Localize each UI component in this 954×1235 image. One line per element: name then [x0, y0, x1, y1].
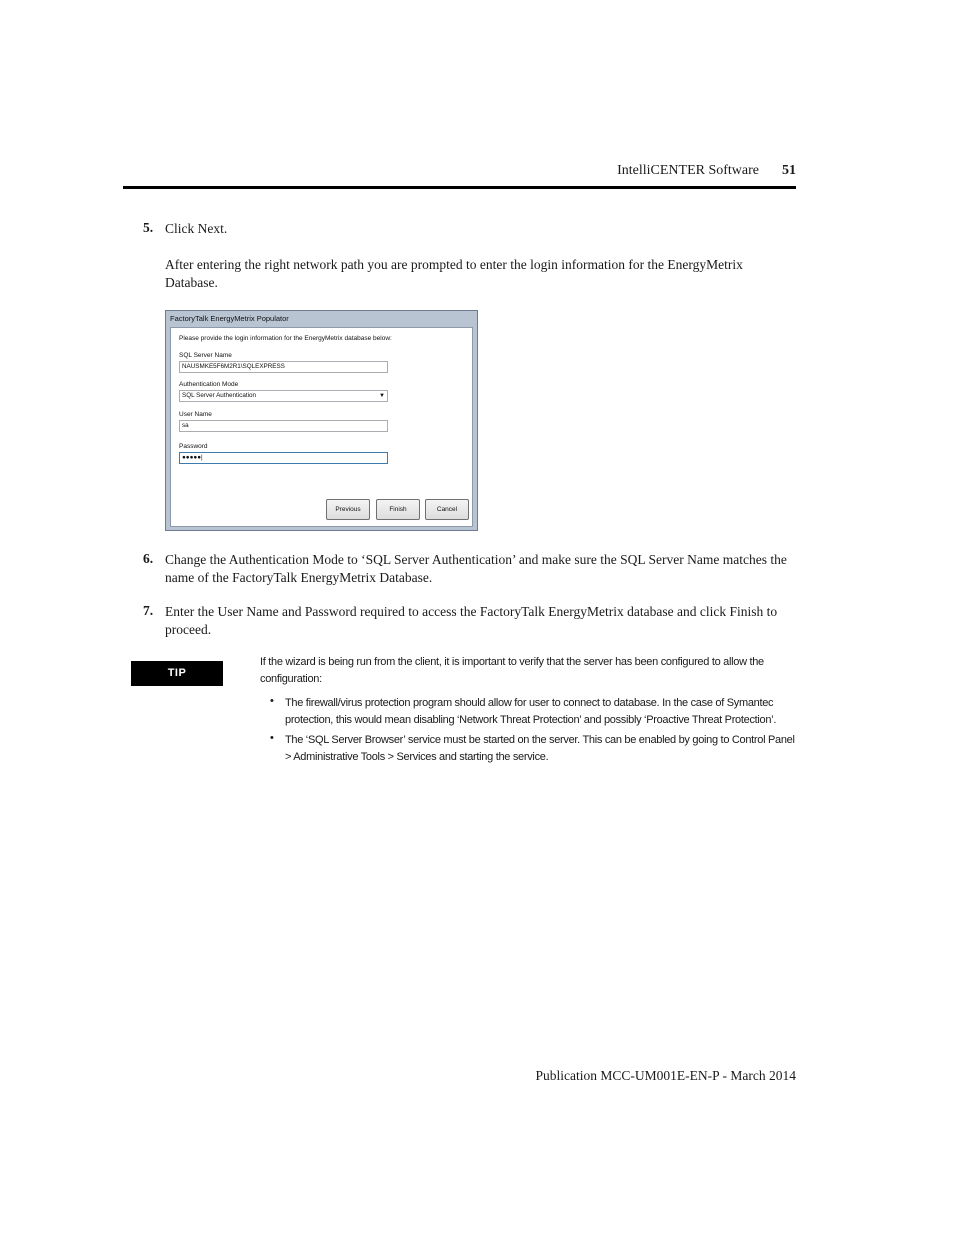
- step-7-text: Enter the User Name and Password required to access the FactoryTalk EnergyMetrix database and click Finish to proceed.: [165, 604, 778, 637]
- header-title: IntelliCENTER Software: [617, 163, 759, 178]
- populator-dialog: [165, 310, 478, 531]
- step-6-text: Change the Authentication Mode to ‘SQL Server Authentication’ and make sure the SQL Server Name matches the name of the FactoryTalk EnergyMetrix Database.: [165, 552, 787, 585]
- step-7-number: 7.: [143, 603, 154, 618]
- auth-mode-value: SQL Server Authentication: [182, 392, 256, 399]
- cancel-button[interactable]: Cancel: [425, 499, 469, 520]
- tip-bullet-2: The ‘SQL Server Browser’ service must be started on the server. This can be enabled by going to Control Panel > Administrative Tools > Services and starting the service.: [285, 734, 795, 763]
- dialog-body: [170, 327, 473, 527]
- step-5-followup: After entering the right network path you are prompted to enter the login information for the EnergyMetrix Database.: [165, 257, 743, 290]
- dialog-instruction: Please provide the login information for the EnergyMetrix database below:: [179, 335, 392, 342]
- step-5-number: 5.: [143, 220, 154, 235]
- step-5-text: Click Next.: [165, 221, 228, 236]
- user-name-label: User Name: [179, 411, 212, 418]
- server-name-label: SQL Server Name: [179, 352, 232, 359]
- dialog-title: FactoryTalk EnergyMetrix Populator: [170, 314, 289, 323]
- auth-mode-select[interactable]: [179, 390, 388, 402]
- tip-bullet-1: The firewall/virus protection program should allow for user to connect to database. In the case of Symantec protection, this would mean disabling ‘Network Threat Protection’ and possibly ‘Proactive Threat Protection’.: [285, 697, 777, 726]
- running-header: [123, 163, 796, 181]
- tip-intro: If the wizard is being run from the client, it is important to verify that the server has been configured to allow the configuration:: [260, 656, 764, 685]
- dropdown-arrow-icon: ▼: [379, 393, 385, 399]
- tip-label: TIP: [131, 661, 223, 686]
- finish-button[interactable]: Finish: [376, 499, 420, 520]
- password-label: Password: [179, 443, 208, 450]
- auth-mode-label: Authentication Mode: [179, 381, 239, 388]
- user-name-input[interactable]: sa: [179, 420, 388, 432]
- server-name-input[interactable]: NAUSMKE5F6M2R1\SQLEXPRESS: [179, 361, 388, 373]
- step-6-number: 6.: [143, 551, 154, 566]
- bullet-icon: •: [270, 732, 274, 744]
- page-number: 51: [782, 163, 796, 178]
- bullet-icon: •: [270, 695, 274, 707]
- header-rule: [123, 186, 796, 189]
- password-input[interactable]: ●●●●●|: [179, 452, 388, 464]
- previous-button[interactable]: Previous: [326, 499, 370, 520]
- publication-footer: Publication MCC-UM001E-EN-P - March 2014: [535, 1068, 796, 1083]
